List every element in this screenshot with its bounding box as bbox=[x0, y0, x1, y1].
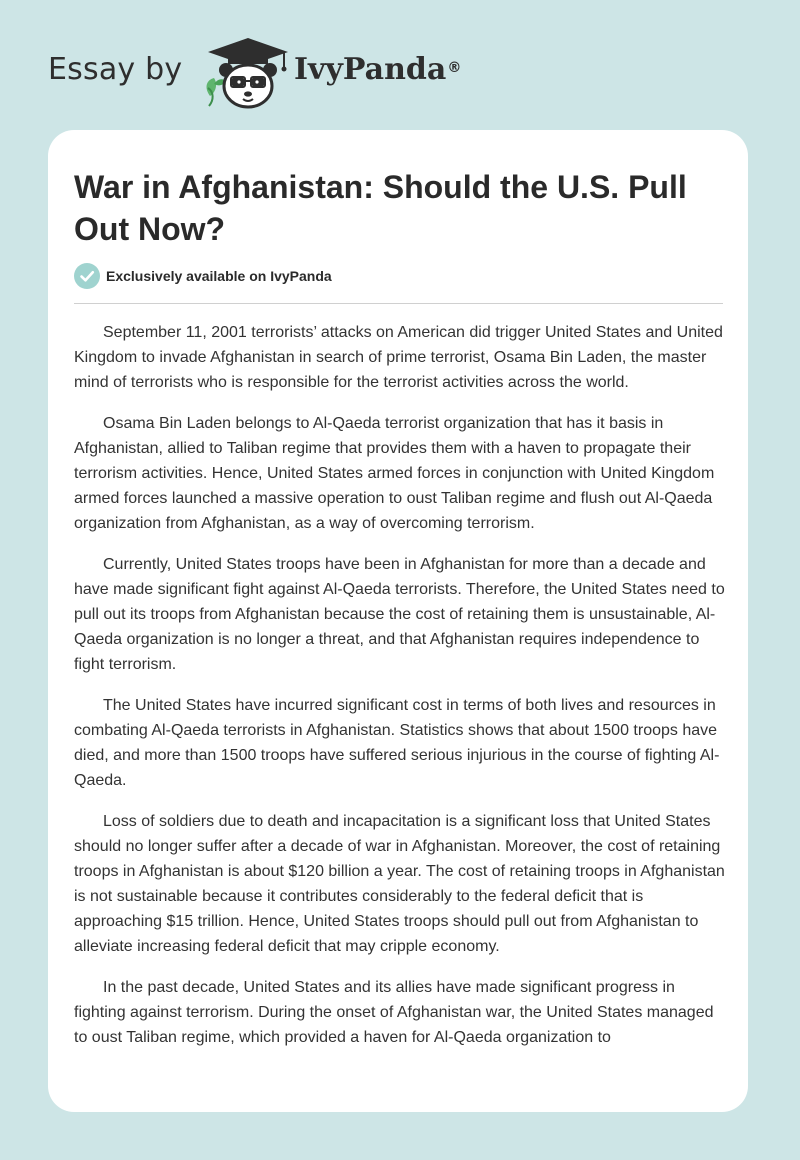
paragraph: Currently, United States troops have been in Afghanistan for more than a decade and have made significant fight against Al-Qaeda terrorists. Therefore, the United States need to pull out its troops from Afghanistan because the cost of retaining them is unsustainable, Al-Qaeda organization is no longer a threat, and that Afghanistan requires independence to fight terrorism. bbox=[74, 556, 725, 673]
paragraph: The United States have incurred significant cost in terms of both lives and resources in combating Al-Qaeda terrorists in Afghanistan. Statistics shows that about 1500 troops have died, and more than 1500 troops have suffered serious injurious in the course of fighting Al-Qaeda. bbox=[74, 697, 720, 789]
panda-head-icon bbox=[219, 63, 277, 107]
exclusive-badge-label: Exclusively available on IvyPanda bbox=[106, 268, 332, 284]
exclusive-badge bbox=[74, 262, 332, 290]
check-circle-icon bbox=[74, 263, 100, 289]
paragraph: Loss of soldiers due to death and incapacitation is a significant loss that United States should no longer suffer after a decade of war in Afghanistan. Moreover, the cost of retaining troops in Afghanistan is about $120 billion a year. The cost of retaining troops in Afghanistan is not sustainable because it contributes considerably to the federal deficit that is approaching $15 trillion. Hence, United States troops should pull out from Afghanistan to alleviate increasing federal deficit that may cripple economy. bbox=[74, 813, 725, 955]
essay-by-label: Essay by bbox=[48, 52, 183, 87]
paragraph: September 11, 2001 terrorists’ attacks on American did trigger United States and United Kingdom to invade Afghanistan in search of prime terrorist, Osama Bin Laden, the master mind of terrorists who is responsible for the terrorist activities across the world. bbox=[74, 324, 723, 391]
essay-body bbox=[74, 320, 728, 1066]
essay-card bbox=[48, 130, 748, 1112]
site-header bbox=[0, 0, 800, 120]
paragraph: In the past decade, United States and its allies have made significant progress in fighting against terrorism. During the onset of Afghanistan war, the United States managed to oust Taliban regime, which provided a haven for Al-Qaeda organization to bbox=[74, 979, 714, 1046]
brand-name[interactable] bbox=[294, 50, 461, 90]
brand-text: IvyPanda bbox=[294, 52, 447, 87]
panda-graduate-logo-icon[interactable] bbox=[200, 36, 292, 110]
registered-mark: ® bbox=[447, 60, 462, 76]
paragraph: Osama Bin Laden belongs to Al-Qaeda terrorist organization that has it basis in Afghanistan, allied to Taliban regime that provides them with a haven to propagate their terrorism activities. Hence, United States armed forces in conjunction with United Kingdom armed forces launched a massive operation to oust Taliban regime and flush out Al-Qaeda organization from Afghanistan, as a way of overcoming terrorism. bbox=[74, 415, 715, 532]
essay-title: War in Afghanistan: Should the U.S. Pull Out Now? bbox=[74, 169, 687, 247]
divider bbox=[74, 303, 723, 304]
